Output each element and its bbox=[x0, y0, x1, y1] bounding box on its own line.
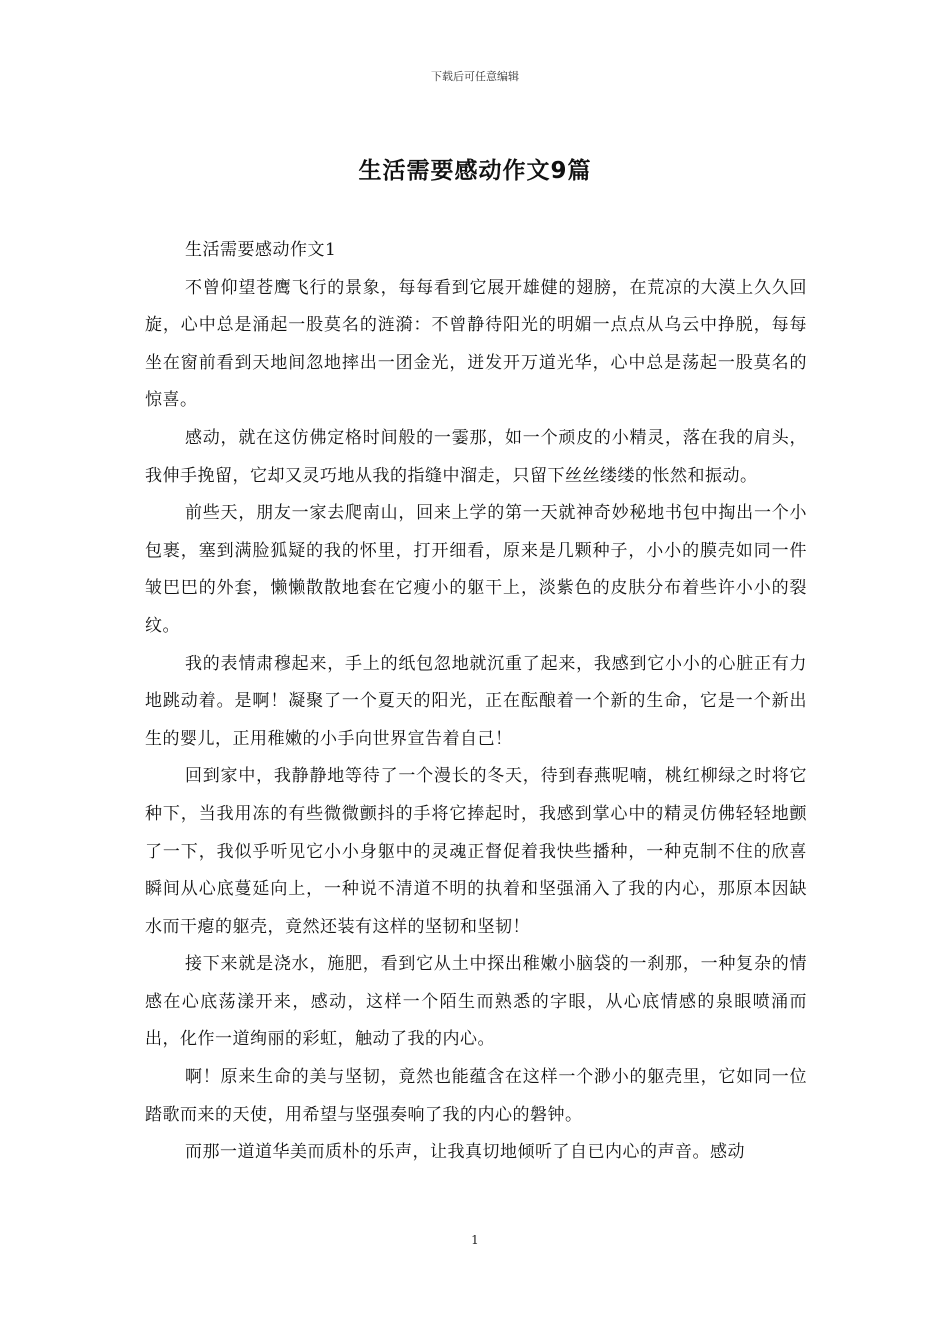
page-number: 1 bbox=[471, 1233, 479, 1247]
paragraph: 接下来就是浇水，施肥，看到它从土中探出稚嫩小脑袋的一刹那，一种复杂的情感在心底荡漾开来，感动，这样一个陌生而熟悉的字眼，从心底情感的泉眼喷涌而出，化作一道绚丽的彩虹，触动了我的内心。 bbox=[145, 954, 807, 1050]
section-heading: 生活需要感动作文1 bbox=[185, 240, 337, 260]
paragraph: 回到家中，我静静地等待了一个漫长的冬天，待到春燕呢喃，桃红柳绿之时将它种下，当我用冻的有些微微颤抖的手将它捧起时，我感到掌心中的精灵仿佛轻轻地颤了一下，我似乎听见它小小身躯中的灵魂正督促着我快些播种，一种克制不住的欣喜瞬间从心底蔓延向上，一种说不清道不明的执着和坚强涌入了我的内心，那原本因缺水而干瘪的躯壳，竟然还装有这样的坚韧和坚韧！ bbox=[145, 766, 807, 937]
paragraph: 啊！原来生命的美与坚韧，竟然也能蕴含在这样一个渺小的躯壳里，它如同一位踏歌而来的天使，用希望与坚强奏响了我的内心的磐钟。 bbox=[145, 1067, 807, 1125]
paragraph: 前些天，朋友一家去爬南山，回来上学的第一天就神奇妙秘地书包中掏出一个小包裹，塞到满脸狐疑的我的怀里，打开细看，原来是几颗种子，小小的膜壳如同一件皱巴巴的外套，懒懒散散地套在它瘦小的躯干上，淡紫色的皮肤分布着些许小小的裂纹。 bbox=[145, 503, 807, 636]
paragraph: 而那一道道华美而质朴的乐声，让我真切地倾听了自已内心的声音。感动 bbox=[185, 1142, 745, 1163]
paragraph: 我的表情肃穆起来，手上的纸包忽地就沉重了起来，我感到它小小的心脏正有力地跳动着。是啊！凝聚了一个夏天的阳光，正在酝酿着一个新的生命，它是一个新出生的婴儿，正用稚嫩的小手向世界宣告着自己！ bbox=[145, 653, 807, 749]
document-title: 生活需要感动作文9篇 bbox=[358, 158, 592, 184]
paragraph: 感动，就在这仿佛定格时间般的一霎那，如一个顽皮的小精灵，落在我的肩头，我伸手挽留，它却又灵巧地从我的指缝中溜走，只留下丝丝缕缕的怅然和振动。 bbox=[145, 427, 807, 486]
paragraph: 不曾仰望苍鹰飞行的景象，每每看到它展开雄健的翅膀，在荒凉的大漠上久久回旋，心中总是涌起一股莫名的涟漪：不曾静待阳光的明媚一点点从乌云中挣脱，每每坐在窗前看到天地间忽地摔出一团金光，迸发开万道光华，心中总是荡起一股莫名的惊喜。 bbox=[145, 277, 807, 411]
body-text bbox=[145, 232, 807, 1172]
header-note: 下载后可任意编辑 bbox=[431, 70, 519, 83]
